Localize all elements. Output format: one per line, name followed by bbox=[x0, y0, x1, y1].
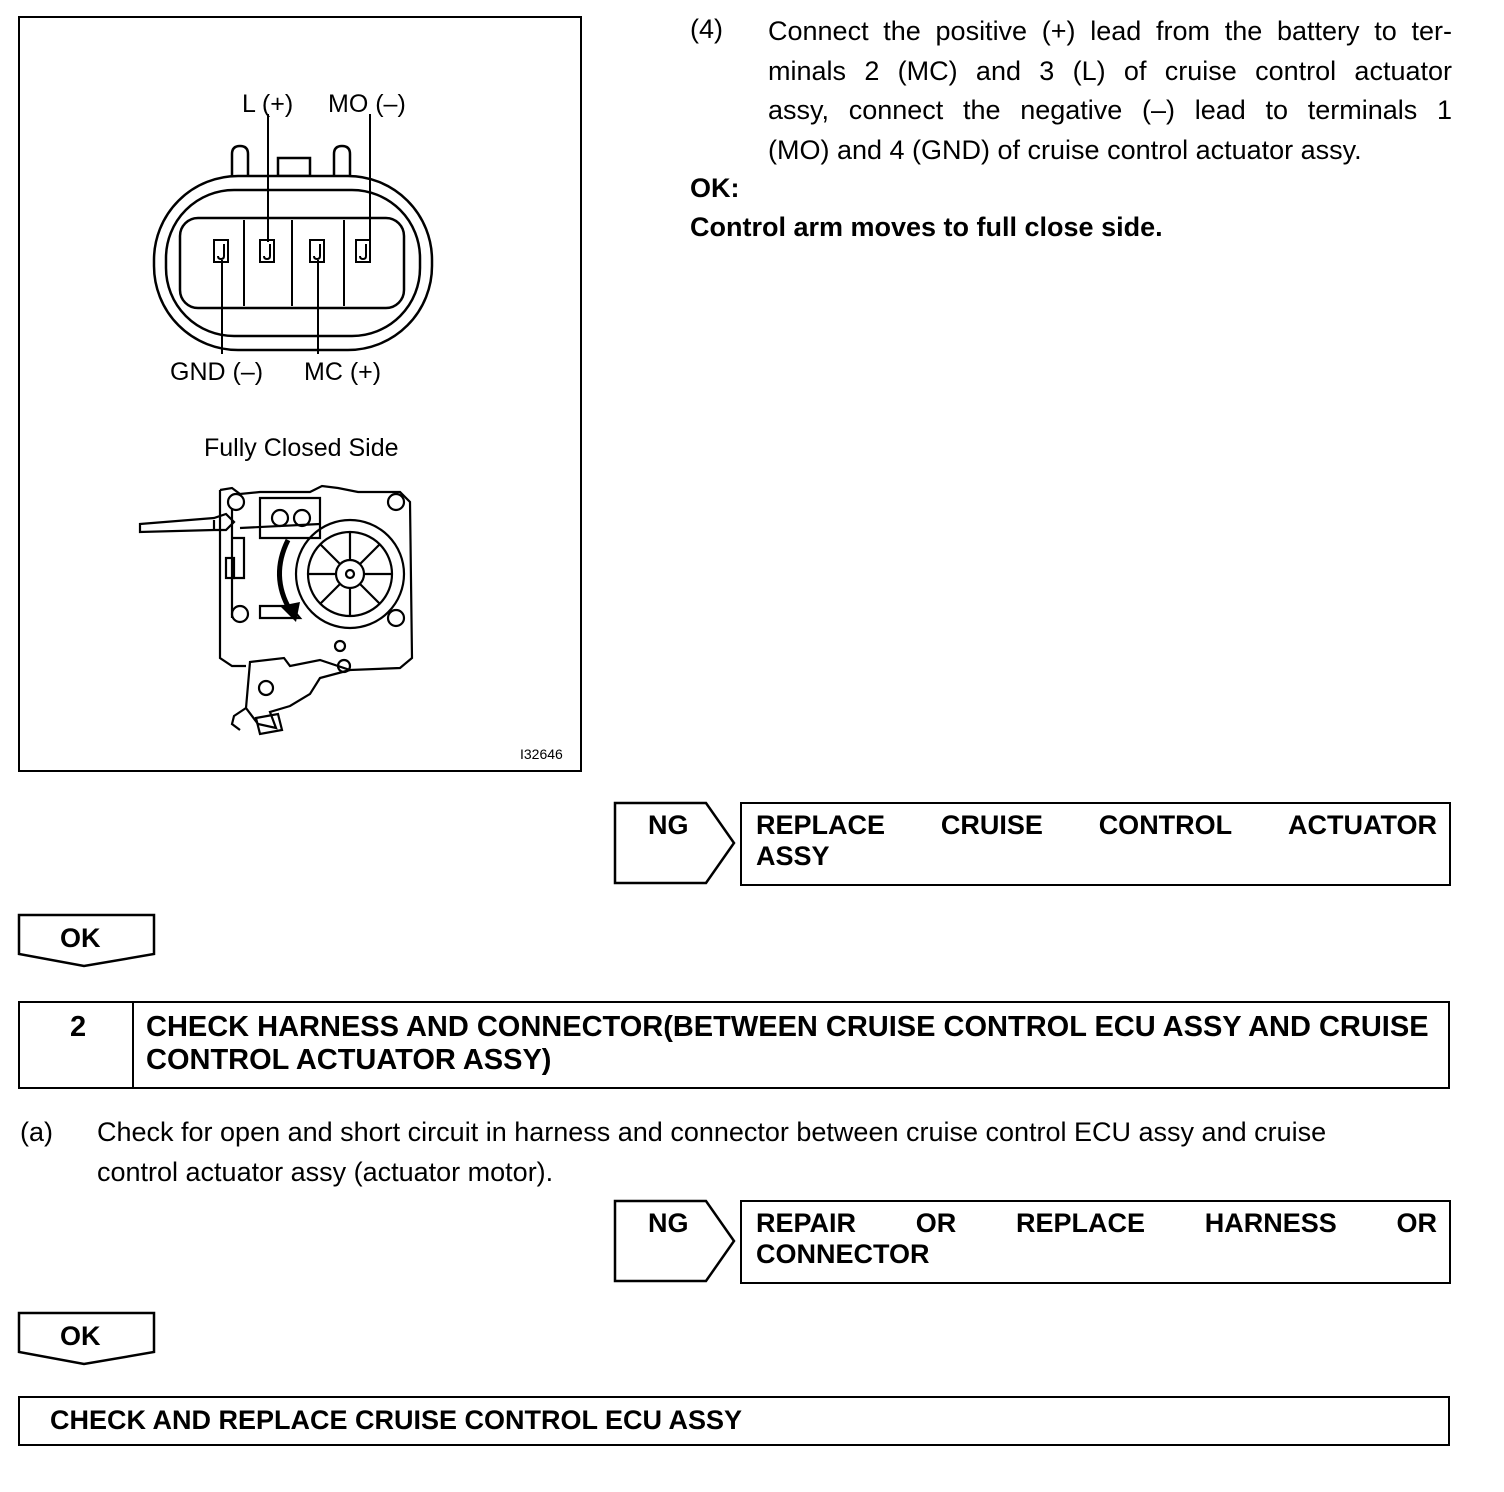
ng-label-1: NG bbox=[648, 810, 689, 840]
final-action-box bbox=[18, 1396, 1450, 1446]
figure-panel bbox=[18, 16, 582, 772]
step-a-line-1: Check for open and short circuit in harness and connector between cruise control ECU assy and cruise bbox=[97, 1117, 1327, 1147]
connector-diagram bbox=[20, 18, 580, 770]
ng-label-2: NG bbox=[648, 1208, 689, 1238]
section-2-number-cell bbox=[20, 1003, 134, 1087]
step-a-line-2: control actuator assy (actuator motor). bbox=[97, 1157, 554, 1187]
step-4-number: (4) bbox=[690, 14, 723, 44]
ng-result-2-line-1: REPAIR OR REPLACE HARNESS OR bbox=[756, 1208, 1437, 1238]
ng-result-box-1 bbox=[740, 802, 1451, 886]
step-a-text bbox=[97, 1112, 1453, 1192]
final-action-text: CHECK AND REPLACE CRUISE CONTROL ECU ASSY bbox=[50, 1405, 743, 1435]
ok-label: OK: bbox=[690, 173, 740, 203]
step-4-line-3: assy, connect the negative (–) lead to terminals 1 bbox=[768, 95, 1452, 125]
ng-result-1-line-2: ASSY bbox=[756, 841, 830, 871]
ng-result-2-line-2: CONNECTOR bbox=[756, 1239, 930, 1269]
step-4-line-1: Connect the positive (+) lead from the battery to ter- bbox=[768, 16, 1452, 46]
section-2-number: 2 bbox=[70, 1011, 87, 1043]
ok-result: Control arm moves to full close side. bbox=[690, 212, 1163, 242]
step-4-line-2: minals 2 (MC) and 3 (L) of cruise control actuator bbox=[768, 55, 1452, 86]
ng-result-box-2 bbox=[740, 1200, 1451, 1284]
label-l-plus: L (+) bbox=[242, 90, 294, 118]
section-2-title: CHECK HARNESS AND CONNECTOR(BETWEEN CRUISE CONTROL ECU ASSY AND CRUISE CONTROL ACTUATOR ASSY) bbox=[146, 1011, 1429, 1076]
figure-code: I32646 bbox=[520, 746, 563, 762]
label-fully-closed-side: Fully Closed Side bbox=[204, 434, 399, 462]
label-mc-plus: MC (+) bbox=[304, 358, 382, 386]
section-2-header bbox=[18, 1001, 1450, 1089]
ng-result-1-line-1: REPLACE CRUISE CONTROL ACTUATOR bbox=[756, 810, 1437, 840]
label-mo-minus: MO (–) bbox=[328, 90, 406, 118]
step-a-number: (a) bbox=[20, 1117, 53, 1147]
step-4-line-4: (MO) and 4 (GND) of cruise control actuator assy. bbox=[768, 134, 1362, 165]
ok-tab-1-label: OK bbox=[60, 923, 101, 953]
ok-tab-2-label: OK bbox=[60, 1321, 101, 1351]
step-4-text bbox=[768, 12, 1452, 170]
label-gnd-minus: GND (–) bbox=[170, 358, 264, 386]
